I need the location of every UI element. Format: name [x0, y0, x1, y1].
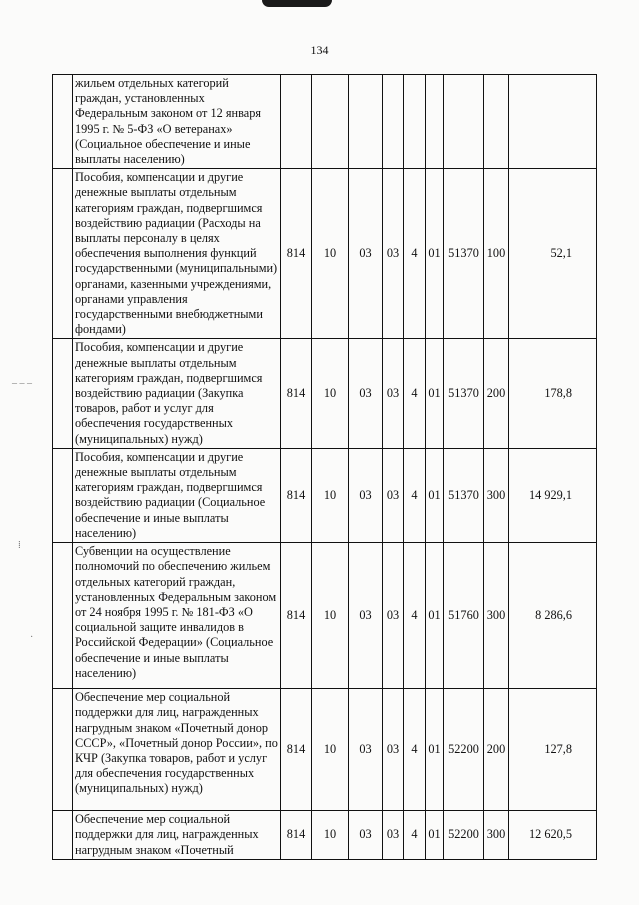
main-activity-cell: 01 — [426, 169, 444, 339]
row-number-cell — [53, 339, 73, 448]
margin-scan-mark: · — [30, 632, 34, 643]
program-cell: 03 — [383, 169, 404, 339]
subprogram-cell: 4 — [404, 448, 426, 542]
direction-cell: 52200 — [444, 689, 484, 811]
description-cell: Обеспечение мер социальной поддержки для лиц, награжденных нагрудным знаком «Почетный — [73, 811, 281, 860]
amount-cell: 14 929,1 — [509, 448, 597, 542]
table-row — [53, 543, 597, 689]
program-cell: 03 — [383, 543, 404, 689]
main-activity-cell: 01 — [426, 339, 444, 448]
row-number-cell — [53, 169, 73, 339]
main-activity-cell — [426, 75, 444, 169]
expense-type-cell: 200 — [484, 689, 509, 811]
program-cell: 03 — [383, 689, 404, 811]
subprogram-cell — [404, 75, 426, 169]
subsection-cell: 03 — [349, 689, 383, 811]
main-activity-cell: 01 — [426, 448, 444, 542]
subprogram-cell: 4 — [404, 689, 426, 811]
admin-code-cell: 814 — [281, 339, 312, 448]
section-cell: 10 — [312, 169, 349, 339]
admin-code-cell: 814 — [281, 543, 312, 689]
main-activity-cell: 01 — [426, 543, 444, 689]
description-cell: Обеспечение мер социальной поддержки для лиц, награжденных нагрудным знаком «Почетный донор СССР», «Почетный донор России», по КЧР (Закупка товаров, работ и услуг для обеспечения государственных (муниципальных) нужд) — [73, 689, 281, 811]
program-cell: 03 — [383, 811, 404, 860]
table-row — [53, 811, 597, 860]
section-cell: 10 — [312, 543, 349, 689]
subprogram-cell: 4 — [404, 339, 426, 448]
expense-type-cell: 300 — [484, 448, 509, 542]
row-number-cell — [53, 811, 73, 860]
margin-scan-mark: ⁞ — [18, 540, 21, 551]
expense-type-cell: 300 — [484, 543, 509, 689]
amount-cell: 178,8 — [509, 339, 597, 448]
amount-cell: 127,8 — [509, 689, 597, 811]
subsection-cell: 03 — [349, 339, 383, 448]
table-row — [53, 689, 597, 811]
description-cell: Субвенции на осуществление полномочий по обеспечению жильем отдельных категорий граждан, установленных Федеральным законом от 24 ноября 1995 г. № 181-ФЗ «О социальной защите инвалидов в Российской Федерации» (Социальное обеспечение и иные выплаты населению) — [73, 543, 281, 689]
admin-code-cell: 814 — [281, 689, 312, 811]
section-cell — [312, 75, 349, 169]
direction-cell: 52200 — [444, 811, 484, 860]
budget-table — [52, 74, 597, 860]
expense-type-cell: 200 — [484, 339, 509, 448]
section-cell: 10 — [312, 811, 349, 860]
table-row — [53, 169, 597, 339]
section-cell: 10 — [312, 339, 349, 448]
admin-code-cell — [281, 75, 312, 169]
description-cell: жильем отдельных категорий граждан, установленных Федеральным законом от 12 января 1995 г. № 5-ФЗ «О ветеранах» (Социальное обеспечение и иные выплаты населению) — [73, 75, 281, 169]
description-cell: Пособия, компенсации и другие денежные выплаты отдельным категориям граждан, подвергшимся воздействию радиации (Социальное обеспечение и иные выплаты населению) — [73, 448, 281, 542]
direction-cell: 51370 — [444, 448, 484, 542]
margin-scan-mark: – – – — [12, 378, 32, 389]
section-cell: 10 — [312, 448, 349, 542]
expense-type-cell: 300 — [484, 811, 509, 860]
amount-cell: 8 286,6 — [509, 543, 597, 689]
subsection-cell: 03 — [349, 811, 383, 860]
row-number-cell — [53, 75, 73, 169]
main-activity-cell: 01 — [426, 811, 444, 860]
program-cell — [383, 75, 404, 169]
row-number-cell — [53, 543, 73, 689]
subprogram-cell: 4 — [404, 543, 426, 689]
row-number-cell — [53, 689, 73, 811]
admin-code-cell: 814 — [281, 811, 312, 860]
scan-artifact — [262, 0, 332, 7]
subsection-cell: 03 — [349, 448, 383, 542]
section-cell: 10 — [312, 689, 349, 811]
row-number-cell — [53, 448, 73, 542]
expense-type-cell: 100 — [484, 169, 509, 339]
program-cell: 03 — [383, 339, 404, 448]
table-row — [53, 448, 597, 542]
subsection-cell: 03 — [349, 543, 383, 689]
direction-cell: 51370 — [444, 339, 484, 448]
direction-cell: 51370 — [444, 169, 484, 339]
description-cell: Пособия, компенсации и другие денежные выплаты отдельным категориям граждан, подвергшимся воздействию радиации (Расходы на выплаты персоналу в целях обеспечения выполнения функций государственными (муниципальными) органами, казенными учреждениями, органами управления государственными внебюджетными фондами) — [73, 169, 281, 339]
subsection-cell — [349, 75, 383, 169]
description-cell: Пособия, компенсации и другие денежные выплаты отдельным категориям граждан, подвергшимся воздействию радиации (Закупка товаров, работ и услуг для обеспечения государственных (муниципальных) нужд) — [73, 339, 281, 448]
admin-code-cell: 814 — [281, 169, 312, 339]
subsection-cell: 03 — [349, 169, 383, 339]
admin-code-cell: 814 — [281, 448, 312, 542]
page-number: 134 — [310, 43, 329, 57]
subprogram-cell: 4 — [404, 811, 426, 860]
direction-cell: 51760 — [444, 543, 484, 689]
main-activity-cell: 01 — [426, 689, 444, 811]
program-cell: 03 — [383, 448, 404, 542]
table-row — [53, 339, 597, 448]
subprogram-cell: 4 — [404, 169, 426, 339]
table-row — [53, 75, 597, 169]
direction-cell — [444, 75, 484, 169]
amount-cell: 12 620,5 — [509, 811, 597, 860]
expense-type-cell — [484, 75, 509, 169]
amount-cell: 52,1 — [509, 169, 597, 339]
amount-cell — [509, 75, 597, 169]
